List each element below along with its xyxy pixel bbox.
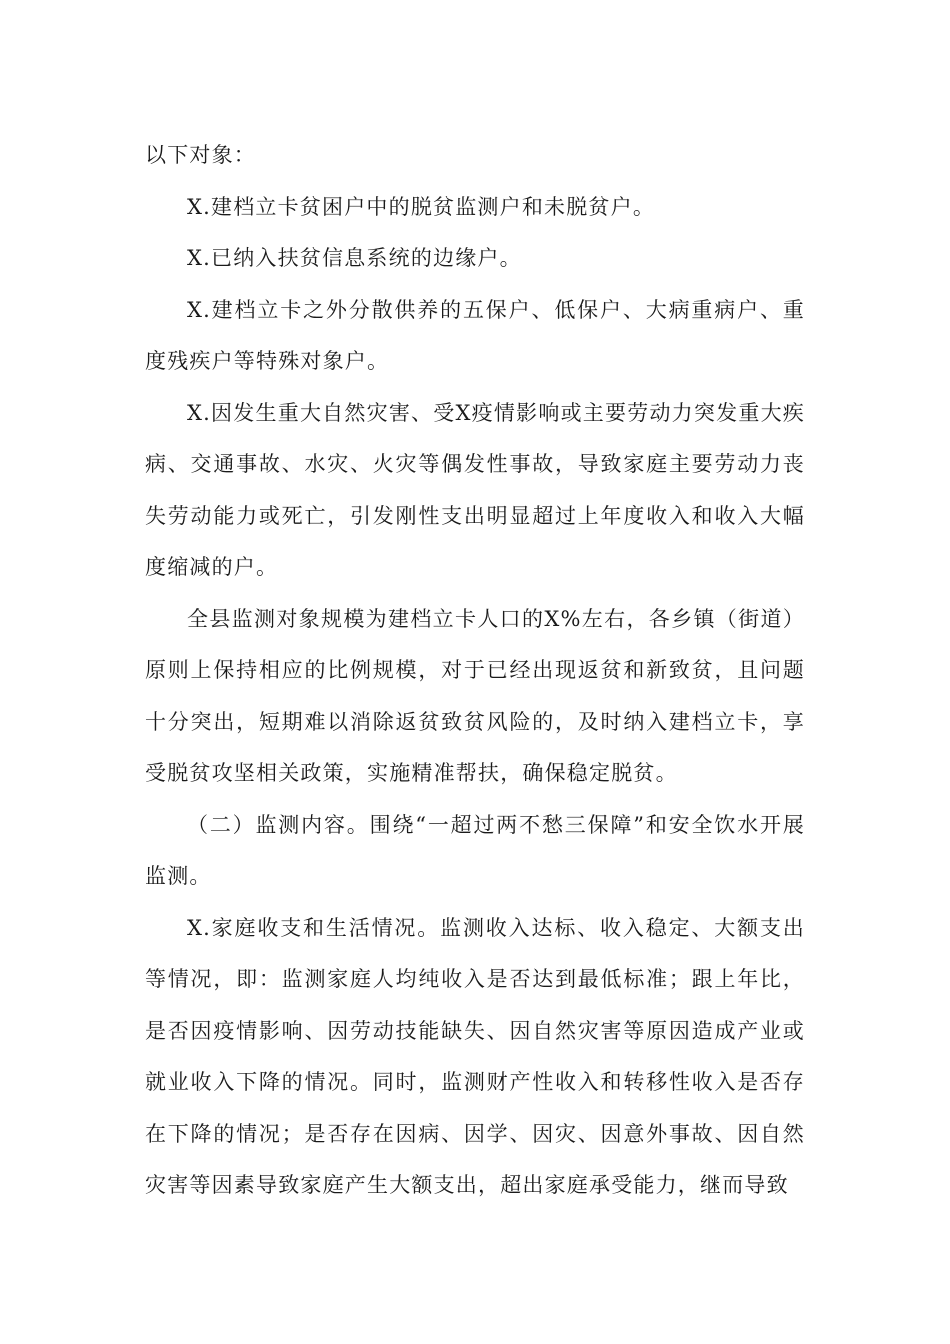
paragraph-item-3: X.建档立卡之外分散供养的五保户、低保户、大病重病户、重度残疾户等特殊对象户。 bbox=[145, 297, 805, 373]
paragraph-continuation: 以下对象： bbox=[145, 143, 256, 167]
paragraph-item-2: X.已纳入扶贫信息系统的边缘户。 bbox=[187, 246, 522, 270]
paragraph-income-expense: X.家庭收支和生活情况。监测收入达标、收入稳定、大额支出等情况，即：监测家庭人均纯收入是否达到最低标准；跟上年比，是否因疫情影响、因劳动技能缺失、因自然灾害等原因造成产业或就业收入下降的情况。同时，监测财产性收入和转移性收入是否存在下降的情况；是否存在因病、因学、因灾、因意外事故、因自然灾害等因素导致家庭产生大额支出，超出家庭承受能力，继而导致 bbox=[145, 915, 805, 1197]
document-body bbox=[145, 130, 805, 1212]
section-heading-monitoring-content: （二）监测内容。围绕“一超过两不愁三保障”和安全饮水开展监测。 bbox=[145, 812, 805, 888]
paragraph-scale: 全县监测对象规模为建档立卡人口的X%左右，各乡镇（街道）原则上保持相应的比例规模，对于已经出现返贫和新致贫，且问题十分突出，短期难以消除返贫致贫风险的，及时纳入建档立卡，享受脱贫攻坚相关政策，实施精准帮扶，确保稳定脱贫。 bbox=[145, 606, 805, 785]
paragraph-item-4: X.因发生重大自然灾害、受X疫情影响或主要劳动力突发重大疾病、交通事故、水灾、火灾等偶发性事故，导致家庭主要劳动力丧失劳动能力或死亡，引发刚性支出明显超过上年度收入和收入大幅度缩减的户。 bbox=[145, 400, 805, 579]
paragraph-item-1: X.建档立卡贫困户中的脱贫监测户和未脱贫户。 bbox=[187, 194, 656, 219]
